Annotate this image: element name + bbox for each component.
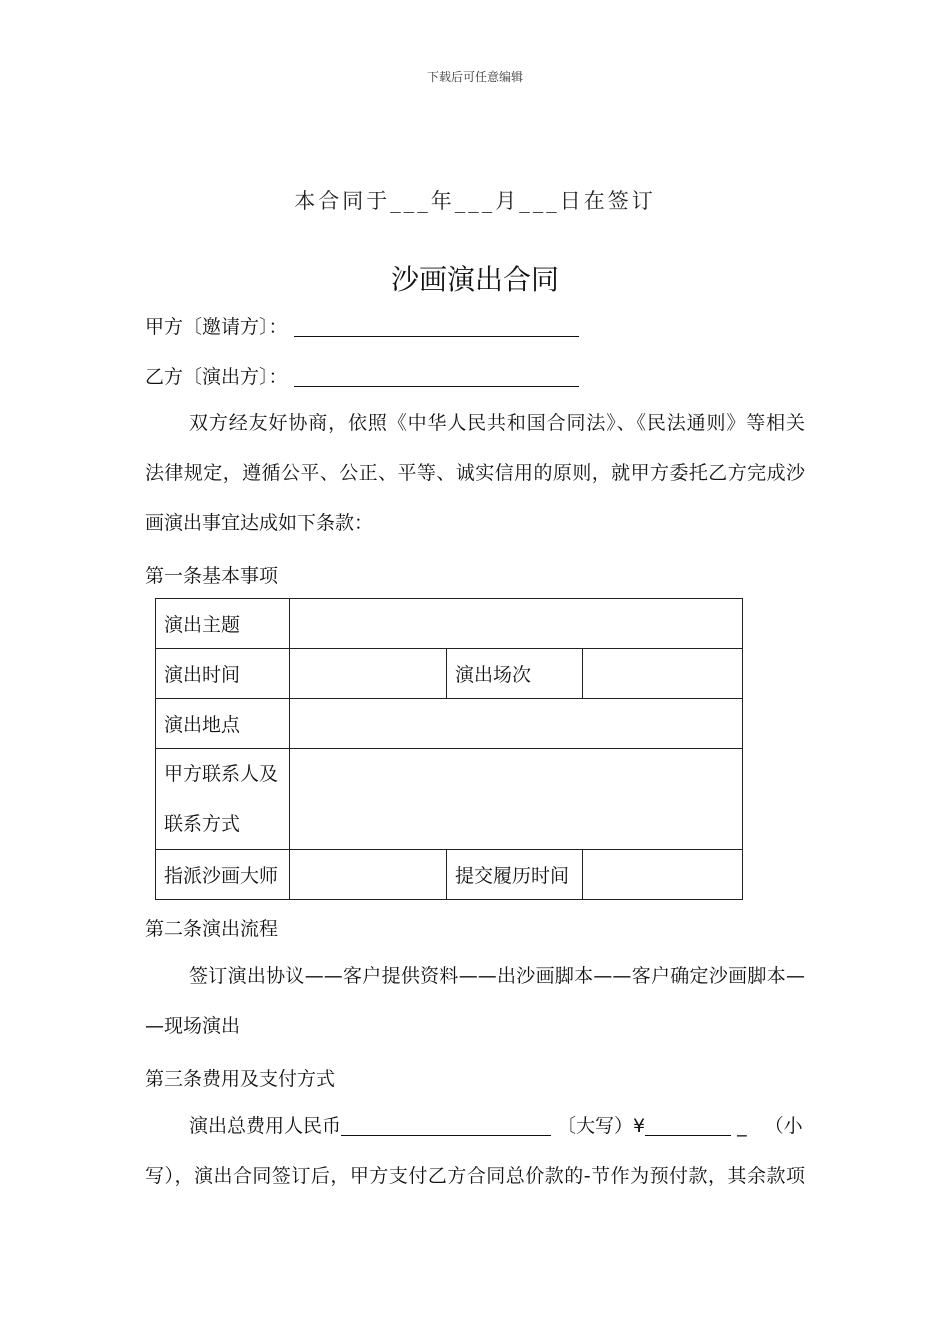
- fee-paragraph: [145, 1101, 805, 1201]
- basic-info-table: [155, 598, 743, 900]
- artist-label: 指派沙画大师: [156, 850, 290, 900]
- process-line-1: 签订演出协议——客户提供资料——出沙画脚本——客户确定沙画脚本—: [189, 965, 805, 987]
- process-line-2: —现场演出: [145, 1015, 241, 1037]
- fee-xiao-label: （小: [764, 1115, 803, 1137]
- theme-value-cell[interactable]: [290, 599, 743, 649]
- party-a-blank[interactable]: [294, 316, 579, 337]
- table-row: [156, 599, 743, 649]
- intro-line-3: 画演出事宜达成如下条款：: [145, 512, 374, 534]
- fee-line-2: 写），演出合同签订后，甲方支付乙方合同总价款的-节作为预付款，其余款项: [145, 1165, 805, 1187]
- process-paragraph: [145, 951, 805, 1051]
- fee-prefix: 演出总费用人民币: [189, 1115, 342, 1137]
- party-b-label: 乙方〔演出方〕：: [145, 366, 288, 388]
- article-1-heading: 第一条基本事项: [145, 565, 279, 587]
- article-2-heading: 第二条演出流程: [145, 918, 279, 940]
- party-b-row: [145, 362, 579, 389]
- venue-value-cell[interactable]: [290, 699, 743, 749]
- table-row: [156, 699, 743, 749]
- time-value-cell[interactable]: [290, 649, 447, 699]
- contact-value-cell[interactable]: [290, 749, 743, 850]
- contact-label: [156, 749, 290, 850]
- contact-label-line-2: 联系方式: [164, 813, 241, 835]
- artist-value-cell[interactable]: [290, 850, 447, 900]
- intro-line-2: 法律规定，遵循公平、公正、平等、诚实信用的原则，就甲方委托乙方完成沙: [145, 462, 805, 484]
- document-title: 沙画演出合同: [390, 263, 559, 296]
- fee-line-1: [145, 1101, 805, 1151]
- fee-xiaoxie-blank[interactable]: [645, 1115, 731, 1136]
- party-a-label: 甲方〔邀请方〕：: [145, 316, 288, 338]
- theme-label: 演出主题: [156, 599, 290, 649]
- venue-label: 演出地点: [156, 699, 290, 749]
- fee-daxie-blank[interactable]: [341, 1115, 551, 1136]
- fee-daxie-label: 〔大写）¥: [557, 1115, 646, 1137]
- sessions-value-cell[interactable]: [583, 649, 743, 699]
- intro-line-1: 双方经友好协商，依照《中华人民共和国合同法》、《民法通则》等相关: [189, 412, 805, 434]
- resume-time-label: 提交履历时间: [447, 850, 583, 900]
- sessions-label: 演出场次: [447, 649, 583, 699]
- party-a-row: [145, 312, 579, 339]
- signing-date-line: 本合同于___年___月___日在签订: [294, 189, 656, 213]
- header-note: 下载后可任意编辑: [426, 70, 523, 84]
- time-label: 演出时间: [156, 649, 290, 699]
- party-b-blank[interactable]: [294, 366, 579, 387]
- intro-paragraph: [145, 398, 805, 548]
- table-row: [156, 749, 743, 850]
- fee-underscore: _: [737, 1115, 747, 1137]
- article-3-heading: 第三条费用及支付方式: [145, 1068, 336, 1090]
- contact-label-line-1: 甲方联系人及: [164, 763, 279, 785]
- table-row: [156, 649, 743, 699]
- resume-time-value-cell[interactable]: [583, 850, 743, 900]
- table-row: [156, 850, 743, 900]
